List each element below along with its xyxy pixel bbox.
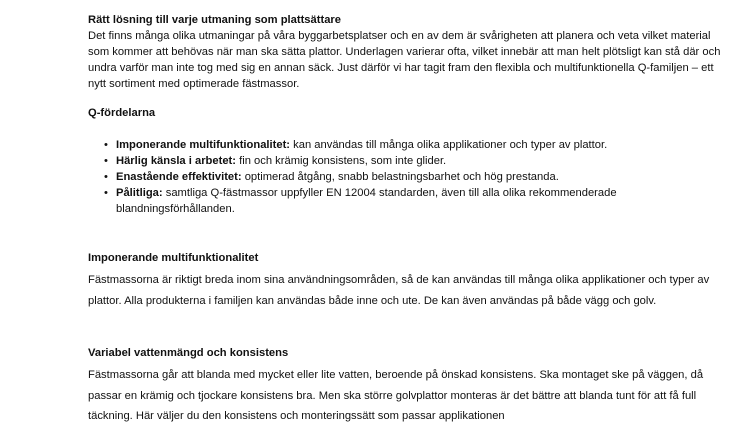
benefit-text: fin och krämig konsistens, som inte glider.	[236, 155, 447, 167]
list-item	[88, 137, 728, 153]
bullet-icon: •	[104, 155, 108, 167]
water-heading: Variabel vattenmängd och konsistens	[88, 347, 289, 359]
multifunction-heading: Imponerande multifunktionalitet	[88, 252, 259, 264]
benefit-label: Imponerande multifunktionalitet:	[116, 139, 291, 151]
benefit-text: optimerad åtgång, snabb belastningsbarhet och hög prestanda.	[241, 171, 559, 183]
list-item	[88, 169, 728, 185]
multifunction-section	[88, 250, 728, 311]
intro-section	[88, 12, 728, 92]
bullet-icon: •	[104, 187, 108, 199]
list-item	[88, 153, 728, 169]
multifunction-paragraph: Fästmassorna är riktigt breda inom sina användningsområden, så de kan användas till många olika applikationer och typer av plattor. Alla produkterna i familjen kan användas både inne och ute. De kan även användas på både vägg och golv.	[88, 274, 710, 307]
intro-paragraph: Det finns många olika utmaningar på våra byggarbetsplatser och en av dem är svårigheten att planera och veta vilket material som kommer att behövas när man ska sätta plattor. Underlagen varierar ofta, vilket innebär att man helt plötsligt kan stå där och undra varför man inte tog med sig en annan säck. Just därför vi har tagit fram den flexibla och multifunktionella Q-familjen – ett nytt sortiment med optimerade fästmassor.	[88, 30, 721, 90]
list-item	[88, 185, 728, 217]
benefit-text: samtliga Q-fästmassor uppfyller EN 12004 standarden, även till alla olika rekommenderade blandningsförhållanden.	[116, 187, 617, 215]
benefit-label: Pålitliga:	[116, 187, 163, 199]
benefit-text: kan användas till många olika applikationer och typer av plattor.	[290, 139, 608, 151]
bullet-icon: •	[104, 171, 108, 183]
benefits-heading: Q-fördelarna	[88, 107, 156, 119]
water-paragraph: Fästmassorna går att blanda med mycket eller lite vatten, beroende på önskad konsistens. Ska montaget ske på väggen, då passar en krämig och tjockare konsistens bra. Men ska större golvplattor monteras är det bättre att blanda tunt för att få full täckning. Här väljer du den konsistens och monteringssätt som passar applikationen	[88, 369, 704, 422]
benefits-list	[88, 137, 728, 217]
intro-heading: Rätt lösning till varje utmaning som plattsättare	[88, 14, 342, 26]
benefit-label: Härlig känsla i arbetet:	[116, 155, 236, 167]
water-section	[88, 345, 728, 427]
bullet-icon: •	[104, 139, 108, 151]
benefit-label: Enastående effektivitet:	[116, 171, 242, 183]
